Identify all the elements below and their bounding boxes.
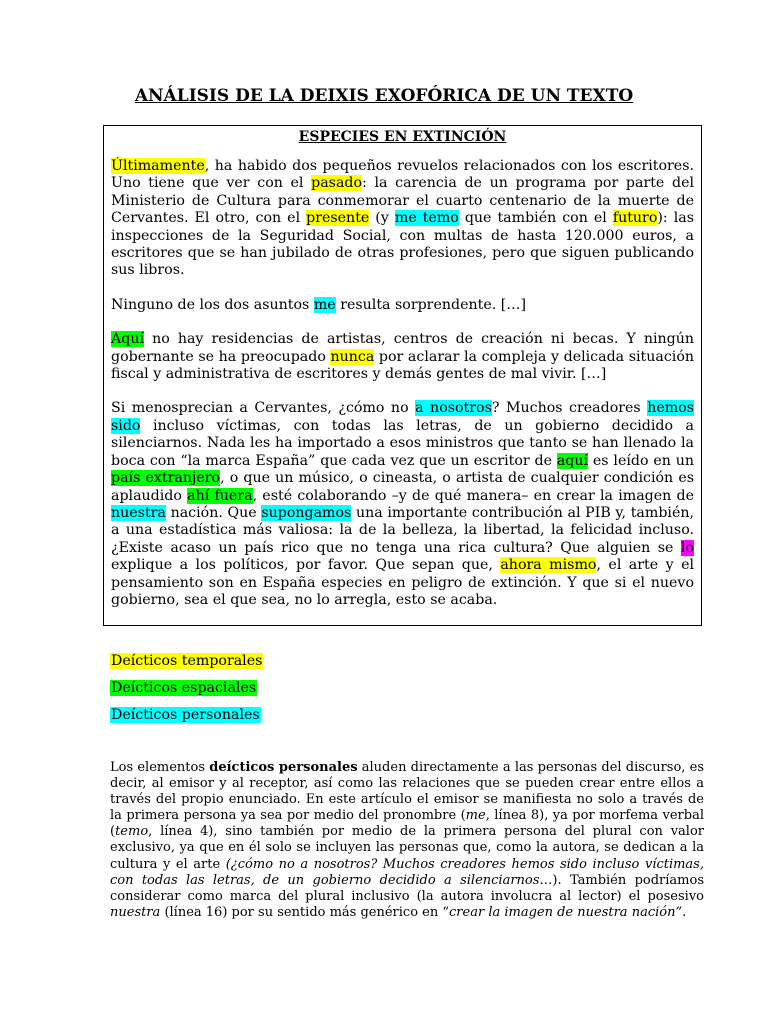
temporal-deictic: nunca [330, 348, 375, 365]
article-title: ESPECIES EN EXTINCIÓN [298, 129, 507, 145]
italic-quote: me [465, 808, 486, 824]
text-segment: nación. Que [165, 504, 262, 521]
personal-deictic: a nosotros [415, 400, 492, 417]
text-segment: , esté colaborando –y de qué manera– en crear la imagen de [252, 487, 694, 504]
text-segment: ): las inspecciones de la Seguridad Social, con multas de hasta 120.000 euros, a escritores que se han jubilado de otras profesiones, pero que siguen publicando sus libros. [111, 210, 694, 279]
text-segment: aluden directamente a las personas del discurso, es decir, al emisor y al receptor, así como las relaciones que se pueden crear entre ellos a través del propio enunciado. En este artículo el emisor se manifiesta no solo a través de la primera persona ya sea por medio del pronombre ( [110, 760, 705, 824]
legend-personal-label: Deícticos personales [111, 707, 260, 723]
personal-deictic: me temo [394, 210, 459, 227]
text-segment: una importante contribución al PIB y, también, a una estadística más valiosa: la de la belleza, la libertad, la felicidad incluso. ¿Existe acaso un país rico que no tenga una rica cultura? Que alguien se [111, 504, 694, 556]
legend-personal [110, 707, 261, 724]
text-segment: , línea 8), ya por morfema verbal ( [110, 808, 704, 840]
legend-spatial-label: Deícticos espaciales [111, 680, 257, 696]
temporal-deictic: presente [306, 210, 370, 227]
page-title: ANÁLISIS DE LA DEIXIS EXOFÓRICA DE UN TEXTO [134, 86, 634, 106]
text-segment: . [682, 904, 687, 920]
text-segment: por aclarar la compleja y delicada situación fiscal y administrativa de escritores y demás gentes de mal vivir. […] [111, 348, 695, 383]
temporal-deictic: pasado [311, 175, 363, 192]
article-paragraph-2 [111, 297, 694, 314]
spatial-deictic: país extranjero [111, 470, 221, 487]
legend-temporal-label: Deícticos temporales [111, 653, 263, 669]
text-segment: , ha habido dos pequeños revuelos relacionados con los escritores. Uno tiene que ver con el [111, 158, 694, 192]
text-segment: explique a los políticos, por favor. Que sepan que, [111, 557, 501, 574]
text-segment: Los elementos [110, 760, 210, 775]
personal-deictic: hemos sido [111, 400, 694, 434]
text-segment: que también con el [458, 210, 613, 227]
temporal-deictic: ahora mismo [500, 557, 597, 574]
legend-temporal [110, 653, 263, 670]
text-segment: incluso víctimas, con todas las letras, de un gobierno decidido a silenciarnos. Nada les ha importado a esos ministros que tanto se han llenado la boca con “la marca España” que cada vez que un escritor de [111, 417, 694, 469]
text-segment: (y [369, 210, 395, 227]
legend-spatial [110, 680, 257, 697]
article-box [103, 125, 702, 626]
text-segment: : la carencia de un programa por parte del Ministerio de Cultura para conmemorar el cuarto centenario de la muerte de Cervantes. El otro, con el [111, 175, 695, 227]
spatial-deictic: aquí [556, 452, 589, 469]
bold-term: deícticos personales [209, 760, 358, 775]
text-segment: no hay residencias de artistas, centros de creación ni becas. Y ningún gobernante se ha preocupado [111, 331, 694, 365]
temporal-deictic: Últimamente [111, 158, 205, 174]
text-segment: ? Muchos creadores [491, 400, 648, 417]
italic-quote: (¿cómo no a nosotros? Muchos creadores hemos sido incluso víctimas, con todas las letras, de un gobierno decidido a silenciarnos [110, 856, 704, 888]
personal-deictic: me [313, 296, 336, 313]
personal-deictic: supongamos [261, 504, 352, 521]
temporal-deictic: futuro [612, 210, 658, 227]
italic-quote: nuestra [110, 904, 161, 920]
personal-deictic: nuestra [111, 504, 166, 521]
pronoun-highlight: lo [680, 539, 694, 556]
text-segment: resulta sorprendente. […] [335, 296, 526, 313]
article-paragraph-3 [111, 331, 694, 383]
text-segment: …). También podríamos considerar como marca del plural inclusivo (la autora involucra al lector) el posesivo [110, 872, 705, 904]
text-segment: , línea 4), sino también por medio de la primera persona del plural con valor exclusivo, ya que en él solo se incluyen las personas que, como la autora, se dedican a la cultura y el arte [110, 824, 704, 872]
article-paragraph-1 [111, 158, 694, 280]
text-segment: , o que un músico, o cineasta, o artista de cualquier condición es aplaudido [111, 470, 694, 504]
text-segment: (línea 16) por su sentido más genérico en “ [160, 904, 450, 920]
text-segment: , el arte y el pensamiento son en España especies en peligro de extinción. Y que si el nuevo gobierno, sea el que sea, no lo arregla, esto se acaba. [111, 557, 694, 608]
text-segment: Ninguno de los dos asuntos [111, 296, 314, 313]
italic-quote: temo [115, 824, 149, 840]
spatial-deictic: Aquí [111, 331, 145, 348]
article-paragraph-4 [111, 400, 694, 609]
text-segment: Si menosprecian a Cervantes, ¿cómo no [111, 400, 416, 417]
italic-quote: crear la imagen de nuestra nación” [449, 904, 683, 920]
text-segment: es leído en un [588, 452, 694, 469]
article-body [111, 158, 694, 609]
spatial-deictic: ahí fuera [187, 487, 253, 504]
analysis-paragraph [110, 760, 704, 921]
